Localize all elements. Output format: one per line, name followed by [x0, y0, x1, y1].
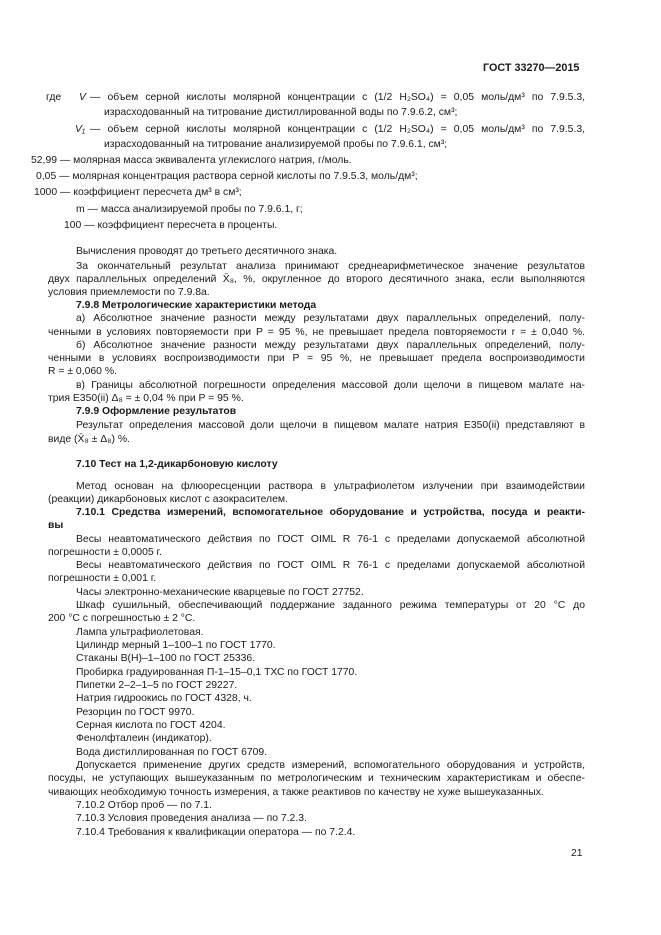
reagent-water: Вода дистиллированная по ГОСТ 6709.: [76, 747, 268, 758]
def-v1-symbol: V₁: [75, 124, 86, 135]
def-v1-line1: — объем серной кислоты молярной концентрации c (1/2 H₂SO₄) = 0,05 моль/дм³ по 7.9.5.3,: [90, 124, 585, 135]
reagent-naoh: Натрия гидроокись по ГОСТ 4328, ч.: [76, 693, 252, 704]
calc-precision: Вычисления проводят до третьего десятичного знака.: [76, 246, 338, 257]
scales-1-line1: Весы неавтоматического действия по ГОСТ OIML R 76-1 с пределами допускаемой абсолютной: [76, 534, 585, 545]
result-line1: Результат определения массовой доли щелочи в пищевом малате натрия Е350(ii) представляют в: [76, 420, 585, 431]
where-label: где: [46, 92, 62, 103]
equipment-pipettes: Пипетки 2–2–1–5 по ГОСТ 29227.: [76, 680, 238, 691]
section-710-heading: 7.10 Тест на 1,2-дикарбоновую кислоту: [76, 459, 278, 470]
scales-1-line2: погрешности ± 0,0005 г.: [48, 547, 162, 558]
item-b-line3: R = ± 0,060 %.: [48, 366, 117, 377]
section-798-heading: 7.9.8 Метрологические характеристики метода: [76, 300, 317, 311]
def-m: m — масса анализируемой пробы по 7.9.6.1, г;: [76, 204, 303, 215]
equipment-clock: Часы электронно-механические кварцевые по ГОСТ 27752.: [76, 587, 364, 598]
method-line2: (реакции) дикарбоновых кислот с азокрасителем.: [48, 494, 288, 505]
item-c-line1: в) Границы абсолютной погрешности определения массовой доли щелочи в пищевом малате на-: [76, 380, 585, 391]
def-v-symbol: V: [79, 92, 86, 103]
allowance-line3: чивающих необходимую точность измерения, а также реактивов по качеству не хуже вышеуказанных.: [48, 787, 544, 798]
section-7101-heading-line1: 7.10.1 Средства измерений, вспомогательное оборудование и устройства, посуда и реакти-: [76, 507, 585, 518]
def-v-line1: — объем серной кислоты молярной концентрации c (1/2 H₂SO₄) = 0,05 моль/дм³ по 7.9.5.3,: [90, 92, 585, 103]
document-code-header: ГОСТ 33270—2015: [483, 62, 580, 74]
final-result-line2: двух параллельных определений X̄₈, %, округленное до второго десятичного знака, если выполняются: [48, 274, 585, 285]
reagent-resorcinol: Резорцин по ГОСТ 9970.: [76, 707, 195, 718]
def-1000: 1000 — коэффициент пересчета дм³ в см³;: [34, 187, 242, 198]
reagent-phenolphthalein: Фенолфталеин (индикатор).: [76, 733, 212, 744]
item-b-line1: б) Абсолютное значение разности между результатами двух параллельных определений, полу-: [76, 340, 585, 351]
equipment-uv-lamp: Лампа ультрафиолетовая.: [76, 627, 204, 638]
section-7104: 7.10.4 Требования к квалификации оператора — по 7.2.4.: [76, 827, 356, 838]
def-100: 100 — коэффициент пересчета в проценты.: [64, 220, 278, 231]
def-005: 0,05 — молярная концентрация раствора серной кислоты по 7.9.5.3, моль/дм³;: [36, 171, 418, 182]
section-799-heading: 7.9.9 Оформление результатов: [76, 406, 237, 417]
allowance-line1: Допускается применение других средств измерений, вспомогательного оборудования и устройств,: [76, 760, 585, 771]
def-v1-line2: израсходованный на титрование анализируемой пробы по 7.9.6.1, см³;: [104, 139, 448, 150]
equipment-beakers: Стаканы В(Н)–1–100 по ГОСТ 25336.: [76, 653, 256, 664]
scales-2-line1: Весы неавтоматического действия по ГОСТ OIML R 76-1 с пределами допускаемой абсолютной: [76, 560, 585, 571]
reagent-sulfuric-acid: Серная кислота по ГОСТ 4204.: [76, 720, 226, 731]
item-b-line2: ченными в условиях воспроизводимости при P = 95 %, не превышает предела воспроизводимости: [48, 353, 585, 364]
equipment-oven-line2: 200 °С с погрешностью ± 2 °С.: [48, 613, 196, 624]
item-a-line2: ченными в условиях повторяемости при P = 95 %, не превышает предела повторяемости r = ± 0,040 %.: [48, 327, 585, 338]
allowance-line2: посуды, не уступающих вышеуказанным по метрологическим и техническим характеристикам и обеспе-: [48, 773, 585, 784]
item-a-line1: а) Абсолютное значение разности между результатами двух параллельных определений, полу-: [76, 313, 585, 324]
section-7102: 7.10.2 Отбор проб — по 7.1.: [76, 800, 212, 811]
scales-2-line2: погрешности ± 0,001 г.: [48, 573, 157, 584]
final-result-line3: условия приемлемости по 7.9.8а.: [48, 287, 210, 298]
equipment-oven-line1: Шкаф сушильный, обеспечивающий поддержание заданного режима температуры от 20 °С до: [76, 600, 585, 611]
equipment-test-tube: Пробирка градуированная П-1–15–0,1 ТХС по ГОСТ 1770.: [76, 667, 358, 678]
equipment-cylinder: Цилиндр мерный 1–100–1 по ГОСТ 1770.: [76, 640, 276, 651]
method-line1: Метод основан на флюоресценции раствора в ультрафиолетом излучении при взаимодействии: [76, 481, 585, 492]
final-result-line1: За окончательный результат анализа принимают среднеарифметическое значение результатов: [76, 261, 585, 272]
item-c-line2: трия Е350(ii) Δ₈ = ± 0,04 % при P = 95 %.: [48, 393, 244, 404]
section-7101-heading-line2: вы: [48, 520, 64, 531]
page-number: 21: [571, 848, 583, 859]
def-5299: 52,99 — молярная масса эквивалента углекислого натрия, г/моль.: [31, 155, 352, 166]
def-v-line2: израсходованный на титрование дистиллированной воды по 7.9.6.2, см³;: [104, 107, 458, 118]
section-7103: 7.10.3 Условия проведения анализа — по 7.2.3.: [76, 813, 307, 824]
result-line2: виде (X̄₈ ± Δ₈) %.: [48, 434, 130, 445]
